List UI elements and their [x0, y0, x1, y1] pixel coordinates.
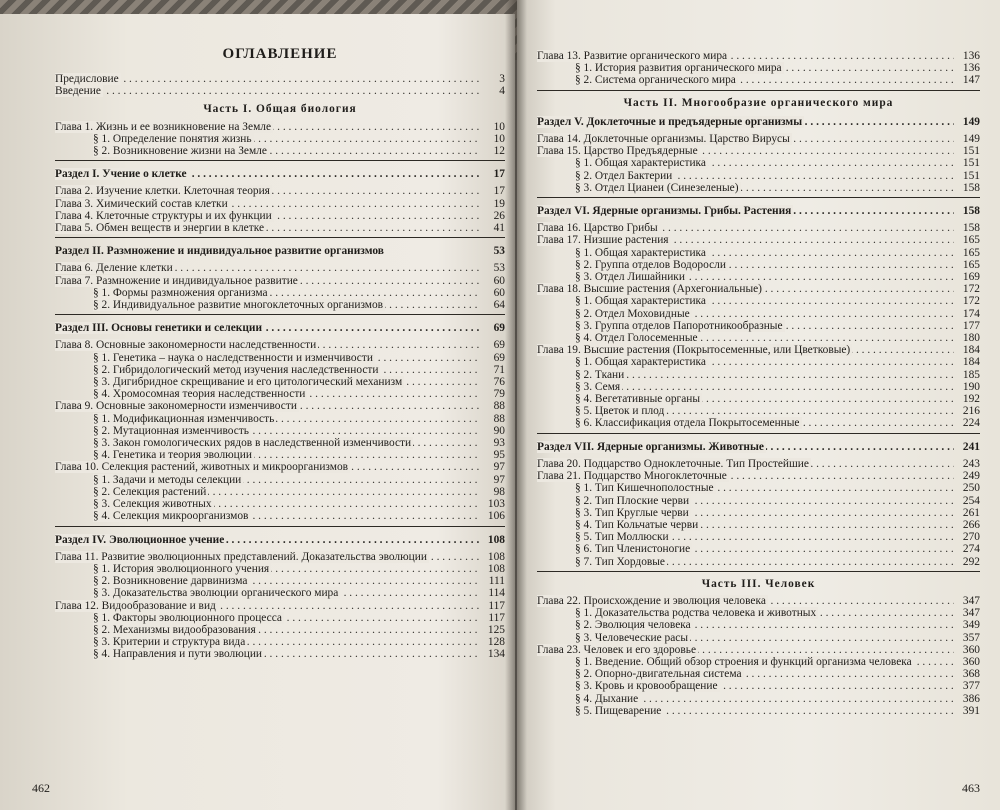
toc-chapter-entry — [55, 262, 505, 274]
entry-title: Глава 12. Видообразование и вид — [55, 599, 216, 612]
entry-page: 174 — [962, 307, 980, 320]
chapter-list — [55, 185, 505, 234]
entry-title: Глава 2. Изучение клетки. Клеточная теория — [55, 185, 270, 198]
entry-page: 274 — [962, 543, 980, 556]
chapter-list — [537, 458, 980, 568]
toc-chapter-entry — [55, 185, 505, 197]
entry-page: 79 — [493, 388, 505, 401]
entry-page: 224 — [962, 417, 980, 430]
entry-title: § 4. Вегетативные органы — [575, 393, 701, 406]
entry-page: 172 — [962, 295, 980, 308]
toc-paragraph-entry — [93, 575, 505, 587]
entry-page: 377 — [962, 680, 980, 693]
toc-paragraph-entry — [93, 287, 505, 299]
entry-page: 270 — [962, 531, 980, 544]
entry-title: § 4. Тип Кольчатые черви — [575, 518, 699, 531]
entry-title: Глава 3. Химический состав клетки — [55, 197, 228, 210]
toc-paragraph-entry — [575, 482, 980, 494]
toc-paragraph-entry — [93, 587, 505, 599]
entry-page: 177 — [962, 319, 980, 332]
entry-page: 4 — [499, 85, 505, 98]
entry-page: 90 — [493, 424, 505, 437]
entry-page: 19 — [493, 197, 505, 210]
entry-title: § 3. Кровь и кровообращение — [575, 680, 718, 693]
entry-page: 347 — [962, 594, 980, 607]
toc-paragraph-entry — [575, 556, 980, 568]
entry-title: § 5. Пищеварение — [575, 704, 662, 717]
entry-page: 136 — [962, 62, 980, 75]
section-heading: Раздел II. Размножение и индивидуальное развитие организмов 53 — [55, 245, 505, 258]
entry-title: § 1. Общая характеристика — [575, 295, 706, 308]
entry-title: § 2. Группа отделов Водоросли — [575, 258, 726, 271]
part-heading: Часть I. Общая биология — [203, 103, 357, 116]
entry-page: 147 — [962, 74, 980, 87]
toc-paragraph-entry — [93, 449, 505, 461]
entry-page: 169 — [962, 271, 980, 284]
toc-paragraph-entry — [575, 668, 980, 680]
entry-page: 360 — [962, 643, 980, 656]
toc-chapter-entry — [55, 121, 505, 133]
toc-paragraph-entry — [575, 247, 980, 259]
entry-title: § 3. Отдел Лишайники — [575, 271, 685, 284]
entry-page: 158 — [962, 181, 980, 194]
page-number: 462 — [32, 781, 50, 795]
toc-paragraph-entry — [93, 388, 505, 400]
entry-title: § 2. Отдел Моховидные — [575, 307, 690, 320]
entry-title: § 3. Дигибридное скрещивание и его цитологический механизм — [93, 376, 403, 389]
toc-chapter-entry — [55, 339, 505, 351]
entry-title: Глава 23. Человек и его здоровье — [537, 643, 697, 656]
toc-chapter-entry — [55, 600, 505, 612]
toc-chapter-entry — [537, 50, 980, 62]
entry-page: 26 — [493, 209, 505, 222]
toc-chapter-entry — [55, 551, 505, 563]
toc-paragraph-entry — [575, 182, 980, 194]
toc-paragraph-entry — [93, 486, 505, 498]
entry-page: 95 — [493, 449, 505, 462]
left-page — [0, 14, 515, 810]
entry-title: Глава 4. Клеточные структуры и их функции — [55, 209, 272, 222]
entry-page: 151 — [962, 145, 980, 158]
chapter-list — [55, 262, 505, 311]
toc-paragraph-entry — [575, 519, 980, 531]
entry-title: Глава 19. Высшие растения (Покрытосеменные, или Цветковые) — [537, 344, 851, 357]
chapter-list — [55, 121, 505, 158]
entry-title: § 7. Тип Хордовые — [575, 555, 665, 568]
entry-title: § 2. Тип Плоские черви — [575, 494, 690, 507]
entry-title: § 2. Индивидуальное развитие многоклеточных организмов — [93, 299, 384, 312]
entry-page: 117 — [488, 599, 505, 612]
entry-title: § 3. Группа отделов Папоротникообразные — [575, 319, 783, 332]
toc-paragraph-entry — [575, 381, 980, 393]
section-heading: Раздел VII. Ядерные организмы. Животные . . . 241 — [537, 441, 980, 453]
entry-title: § 6. Классификация отдела Покрытосеменные — [575, 417, 800, 430]
toc-paragraph-entry — [575, 531, 980, 543]
toc-paragraph-entry — [575, 656, 980, 668]
entry-title: § 1. Введение. Общий обзор строения и функций организма человека — [575, 655, 912, 668]
entry-page: 349 — [962, 619, 980, 632]
entry-page: 12 — [493, 145, 505, 158]
entry-title: Глава 17. Низшие растения — [537, 234, 669, 247]
entry-page: 64 — [493, 299, 505, 312]
toc-paragraph-entry — [575, 405, 980, 417]
entry-title: Глава 7. Размножение и индивидуальное развитие — [55, 274, 298, 287]
entry-page: 128 — [487, 636, 505, 649]
divider — [55, 314, 505, 315]
entry-title: § 3. Критерии и структура вида — [93, 636, 246, 649]
toc-chapter-entry — [537, 234, 980, 246]
entry-page: 266 — [962, 518, 980, 531]
toc-paragraph-entry — [93, 474, 505, 486]
entry-title: § 1. Доказательства родства человека и животных — [575, 607, 817, 620]
entry-page: 184 — [962, 344, 980, 357]
entry-title: § 2. Отдел Бактерии — [575, 169, 673, 182]
entry-title: § 1. Генетика – наука о наследственности и изменчивости — [93, 351, 373, 364]
toc-paragraph-entry — [93, 437, 505, 449]
entry-title: Глава 15. Царство Предъядерные — [537, 145, 698, 158]
entry-title: Введение — [55, 85, 101, 98]
entry-page: 3 — [499, 73, 505, 85]
entry-page: 254 — [962, 494, 980, 507]
divider — [537, 90, 980, 91]
entry-title: § 1. Формы размножения организма — [93, 286, 268, 299]
toc-right — [537, 50, 980, 717]
toc-chapter-entry — [55, 222, 505, 234]
section-heading: Раздел III. Основы генетики и селекции . . . 69 — [55, 322, 505, 334]
entry-title: § 3. Закон гомологических рядов в наследственной изменчивости — [93, 437, 412, 450]
entry-page: 76 — [493, 376, 505, 389]
toc-paragraph-entry — [93, 145, 505, 157]
toc-chapter-entry — [537, 283, 980, 295]
entry-page: 114 — [488, 587, 505, 600]
divider — [55, 160, 505, 161]
entry-title: § 2. Возникновение дарвинизма — [93, 575, 248, 588]
entry-title: § 4. Направления и пути эволюции — [93, 648, 263, 661]
divider — [537, 571, 980, 572]
entry-page: 357 — [962, 631, 980, 644]
toc-left — [55, 73, 505, 661]
entry-title: § 3. Доказательства эволюции органического мира — [93, 587, 339, 600]
entry-title: § 1. Общая характеристика — [575, 246, 706, 259]
entry-title: § 1. Общая характеристика — [575, 157, 706, 170]
toc-chapter-entry — [55, 198, 505, 210]
toc-paragraph-entry — [93, 352, 505, 364]
entry-title: § 2. Механизмы видообразования — [93, 623, 256, 636]
entry-title: Глава 21. Подцарство Многоклеточные — [537, 470, 727, 483]
entry-title: § 3. Семя — [575, 380, 621, 393]
toc-paragraph-entry — [575, 607, 980, 619]
entry-page: 172 — [962, 283, 980, 296]
toc-paragraph-entry — [93, 648, 505, 660]
toc-chapter-entry — [55, 73, 505, 85]
toc-paragraph-entry — [575, 259, 980, 271]
toc-chapter-entry — [537, 595, 980, 607]
toc-chapter-entry — [55, 85, 505, 97]
entry-title: § 1. История развития органического мира — [575, 62, 782, 75]
chapter-list — [55, 551, 505, 661]
entry-title: Глава 22. Происхождение и эволюция человека — [537, 594, 766, 607]
entry-title: § 3. Селекция животных — [93, 498, 212, 511]
section-heading: Раздел V. Доклеточные и предъядерные организмы . . . 149 — [537, 116, 980, 128]
entry-title: § 3. Отдел Цианеи (Синезеленые) — [575, 181, 739, 194]
toc-chapter-entry — [55, 400, 505, 412]
toc-paragraph-entry — [93, 563, 505, 575]
toc-paragraph-entry — [575, 543, 980, 555]
entry-title: § 2. Ткани — [575, 368, 625, 381]
entry-title: § 6. Тип Членистоногие — [575, 543, 691, 556]
section-heading: Раздел I. Учение о клетке . . . 17 — [55, 168, 505, 180]
entry-page: 360 — [962, 655, 980, 668]
toc-paragraph-entry — [575, 507, 980, 519]
entry-title: Глава 18. Высшие растения (Архегониальные) — [537, 283, 762, 296]
toc-paragraph-entry — [575, 308, 980, 320]
entry-page: 106 — [487, 510, 505, 523]
entry-title: § 2. Эволюция человека — [575, 619, 691, 632]
entry-title: § 5. Цветок и плод — [575, 405, 665, 418]
toc-paragraph-entry — [575, 680, 980, 692]
entry-title: Глава 14. Доклеточные организмы. Царство Вирусы — [537, 133, 790, 146]
entry-title: § 3. Тип Круглые черви — [575, 506, 689, 519]
entry-page: 243 — [962, 457, 980, 470]
entry-page: 108 — [487, 550, 505, 563]
entry-page: 93 — [493, 437, 505, 450]
toc-chapter-entry — [537, 145, 980, 157]
entry-page: 190 — [962, 380, 980, 393]
toc-paragraph-entry — [93, 624, 505, 636]
entry-title: § 4. Генетика и теория эволюции — [93, 449, 252, 462]
entry-title: § 1. Определение понятия жизнь — [93, 132, 252, 145]
toc-paragraph-entry — [575, 62, 980, 74]
toc-chapter-entry — [537, 222, 980, 234]
toc-paragraph-entry — [575, 495, 980, 507]
toc-chapter-entry — [55, 210, 505, 222]
entry-page: 97 — [493, 461, 505, 474]
entry-page: 41 — [493, 222, 505, 235]
toc-chapter-entry — [537, 344, 980, 356]
entry-title: § 4. Отдел Голосеменные — [575, 332, 698, 345]
entry-page: 97 — [493, 473, 505, 486]
toc-chapter-entry — [537, 458, 980, 470]
entry-title: § 1. Факторы эволюционного процесса — [93, 611, 282, 624]
entry-page: 368 — [962, 668, 980, 681]
toc-chapter-entry — [55, 275, 505, 287]
toc-chapter-entry — [537, 644, 980, 656]
entry-title: Глава 5. Обмен веществ и энергии в клетке — [55, 222, 265, 235]
toc-chapter-entry — [55, 461, 505, 473]
chapter-list — [537, 50, 980, 87]
toc-paragraph-entry — [575, 271, 980, 283]
toc-paragraph-entry — [575, 693, 980, 705]
entry-page: 17 — [493, 185, 505, 198]
entry-title: § 2. Опорно-двигательная система — [575, 668, 742, 681]
entry-page: 292 — [962, 555, 980, 568]
entry-title: § 4. Хромосомная теория наследственности — [93, 388, 306, 401]
entry-title: Глава 10. Селекция растений, животных и микроорганизмов — [55, 461, 349, 474]
part-heading: Часть II. Многообразие органического мира — [623, 96, 894, 109]
chapter-list — [537, 595, 980, 717]
toc-paragraph-entry — [575, 632, 980, 644]
entry-title: Глава 1. Жизнь и ее возникновение на Земле — [55, 120, 272, 133]
entry-page: 261 — [962, 506, 980, 519]
section-heading: Раздел VI. Ядерные организмы. Грибы. Растения . . . 158 — [537, 205, 980, 217]
entry-page: 136 — [962, 50, 980, 62]
entry-page: 391 — [962, 704, 980, 717]
entry-title: § 1. Модификационная изменчивость — [93, 412, 275, 425]
toc-chapter-entry — [537, 133, 980, 145]
entry-page: 386 — [962, 692, 980, 705]
toc-paragraph-entry — [93, 364, 505, 376]
chapter-list — [537, 222, 980, 429]
entry-title: § 1. Тип Кишечнополостные — [575, 482, 714, 495]
entry-page: 60 — [493, 286, 505, 299]
toc-chapter-entry — [537, 470, 980, 482]
entry-page: 151 — [962, 157, 980, 170]
entry-page: 180 — [962, 332, 980, 345]
section-heading: Раздел IV. Эволюционное учение . . . 108 — [55, 534, 505, 546]
toc-paragraph-entry — [575, 157, 980, 169]
entry-page: 165 — [962, 246, 980, 259]
toc-paragraph-entry — [575, 74, 980, 86]
entry-title: § 2. Возникновение жизни на Земле — [93, 145, 267, 158]
contents-title: ОГЛАВЛЕНИЕ — [222, 46, 338, 62]
entry-page: 125 — [487, 623, 505, 636]
toc-paragraph-entry — [93, 636, 505, 648]
toc-paragraph-entry — [93, 376, 505, 388]
divider — [537, 433, 980, 434]
entry-page: 69 — [493, 339, 505, 352]
toc-paragraph-entry — [93, 510, 505, 522]
chapter-list — [55, 339, 505, 522]
entry-title: Глава 6. Деление клетки — [55, 262, 173, 275]
divider — [55, 237, 505, 238]
entry-title: Глава 9. Основные закономерности изменчивости — [55, 400, 297, 413]
entry-title: Глава 13. Развитие органического мира — [537, 50, 728, 62]
entry-page: 347 — [962, 607, 980, 620]
entry-page: 69 — [493, 351, 505, 364]
book-gutter-shadow — [505, 0, 527, 810]
intro-list — [55, 73, 505, 97]
toc-paragraph-entry — [575, 320, 980, 332]
toc-paragraph-entry — [575, 619, 980, 631]
toc-paragraph-entry — [575, 356, 980, 368]
page-number: 463 — [962, 781, 980, 795]
entry-title: § 4. Селекция микроорганизмов — [93, 510, 249, 523]
entry-page: 165 — [962, 258, 980, 271]
toc-paragraph-entry — [575, 705, 980, 717]
entry-title: Глава 11. Развитие эволюционных представлений. Доказательства эволюции — [55, 550, 427, 563]
part-heading: Часть III. Человек — [701, 577, 816, 590]
entry-page: 151 — [962, 169, 980, 182]
entry-title: § 4. Дыхание — [575, 692, 639, 705]
entry-page: 103 — [487, 498, 505, 511]
entry-page: 88 — [493, 412, 505, 425]
toc-paragraph-entry — [93, 133, 505, 145]
entry-page: 108 — [487, 562, 505, 575]
entry-page: 158 — [962, 222, 980, 235]
entry-page: 98 — [493, 485, 505, 498]
entry-page: 134 — [487, 648, 505, 661]
entry-page: 60 — [493, 274, 505, 287]
entry-page: 250 — [962, 482, 980, 495]
entry-title: § 5. Тип Моллюски — [575, 531, 669, 544]
entry-title: § 2. Гибридологический метод изучения наследственности — [93, 363, 379, 376]
entry-title: § 1. Общая характеристика — [575, 356, 706, 369]
toc-paragraph-entry — [575, 332, 980, 344]
entry-title: § 3. Человеческие расы — [575, 631, 688, 644]
entry-title: Глава 20. Подцарство Одноклеточные. Тип Простейшие — [537, 457, 809, 470]
entry-title: Глава 8. Основные закономерности наследственности — [55, 339, 317, 352]
toc-paragraph-entry — [575, 417, 980, 429]
entry-page: 117 — [488, 611, 505, 624]
entry-title: § 2. Система органического мира — [575, 74, 736, 87]
toc-paragraph-entry — [575, 393, 980, 405]
entry-page: 192 — [962, 393, 980, 406]
divider — [537, 197, 980, 198]
toc-paragraph-entry — [93, 413, 505, 425]
entry-title: § 2. Мутационная изменчивость — [93, 424, 249, 437]
entry-page: 149 — [962, 133, 980, 146]
entry-page: 216 — [962, 405, 980, 418]
entry-page: 10 — [493, 120, 505, 133]
entry-title: § 1. История эволюционного учения — [93, 562, 270, 575]
entry-page: 165 — [962, 234, 980, 247]
chapter-list — [537, 133, 980, 194]
right-page — [517, 0, 1000, 810]
entry-page: 111 — [488, 575, 505, 588]
entry-title: Предисловие — [55, 73, 119, 85]
entry-page: 249 — [962, 470, 980, 483]
entry-page: 88 — [493, 400, 505, 413]
toc-paragraph-entry — [93, 498, 505, 510]
entry-title: Глава 16. Царство Грибы — [537, 222, 658, 235]
divider — [55, 526, 505, 527]
entry-page: 10 — [493, 132, 505, 145]
entry-page: 71 — [493, 363, 505, 376]
entry-title: § 1. Задачи и методы селекции — [93, 473, 242, 486]
toc-paragraph-entry — [93, 612, 505, 624]
toc-paragraph-entry — [575, 295, 980, 307]
toc-paragraph-entry — [575, 369, 980, 381]
toc-paragraph-entry — [575, 170, 980, 182]
entry-title: § 2. Селекция растений — [93, 485, 207, 498]
toc-paragraph-entry — [93, 299, 505, 311]
entry-page: 53 — [493, 262, 505, 275]
entry-page: 184 — [962, 356, 980, 369]
entry-page: 185 — [962, 368, 980, 381]
toc-paragraph-entry — [93, 425, 505, 437]
